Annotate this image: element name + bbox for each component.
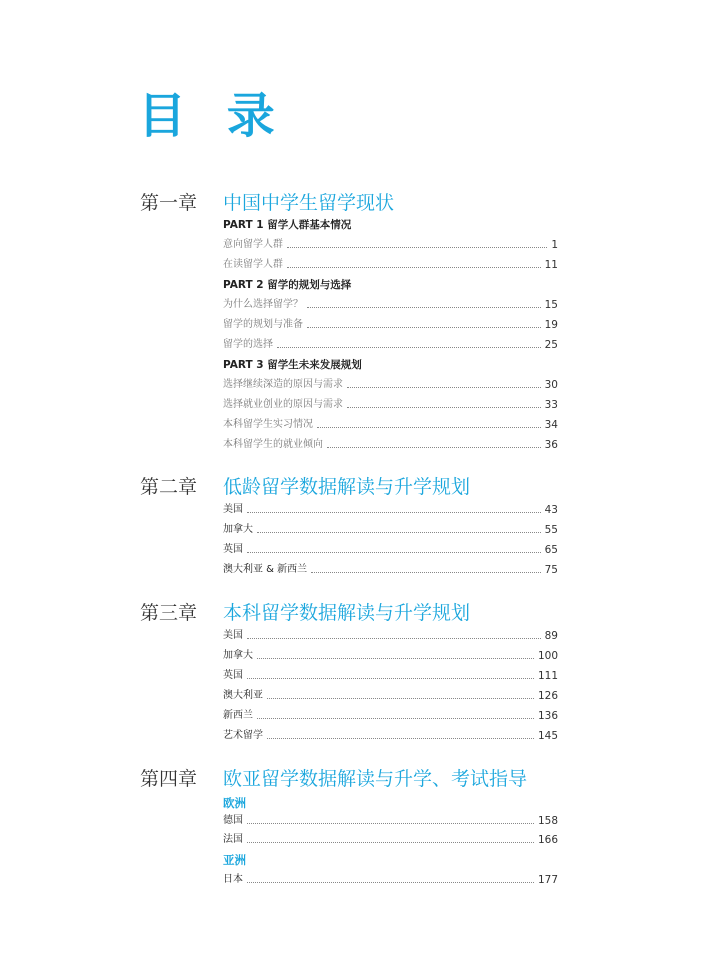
toc-entry[interactable] <box>223 503 558 517</box>
chapter-label: 第四章 <box>140 768 198 790</box>
leader-dots <box>307 307 541 308</box>
entry-label: 留学的规划与准备 <box>223 319 303 330</box>
entry-label: 选择继续深造的原因与需求 <box>223 379 343 390</box>
toc-entry[interactable] <box>223 318 558 332</box>
leader-dots <box>347 387 541 388</box>
entry-label: 选择就业创业的原因与需求 <box>223 399 343 410</box>
leader-dots <box>247 678 534 679</box>
toc-entry[interactable] <box>223 729 558 743</box>
leader-dots <box>247 823 534 824</box>
toc-entry[interactable] <box>223 563 558 577</box>
page-number: 89 <box>544 630 558 642</box>
page-number: 25 <box>544 339 558 351</box>
leader-dots <box>247 882 534 883</box>
leader-dots <box>247 552 541 553</box>
page-number: 75 <box>544 564 558 576</box>
entry-label: 英国 <box>223 544 243 555</box>
toc-entry[interactable] <box>223 814 558 828</box>
page-number: 1 <box>551 239 558 251</box>
toc-entry[interactable] <box>223 418 558 432</box>
entry-label: 加拿大 <box>223 650 253 661</box>
leader-dots <box>247 842 534 843</box>
toc-entry[interactable] <box>223 523 558 537</box>
entry-label: 加拿大 <box>223 524 253 535</box>
leader-dots <box>287 267 541 268</box>
toc-entry[interactable] <box>223 378 558 392</box>
toc-entry[interactable] <box>223 669 558 683</box>
toc-entry[interactable] <box>223 338 558 352</box>
leader-dots <box>267 738 534 739</box>
chapter-label: 第二章 <box>140 476 198 498</box>
entry-label: 新西兰 <box>223 710 253 721</box>
toc-entry[interactable] <box>223 649 558 663</box>
toc-entry[interactable] <box>223 398 558 412</box>
region-heading[interactable]: 亚洲 <box>223 853 246 867</box>
part-heading[interactable]: PART 3 留学生未来发展规划 <box>223 359 362 371</box>
entry-label: 本科留学生的就业倾向 <box>223 439 323 450</box>
page-number: 158 <box>537 815 558 827</box>
toc-entry[interactable] <box>223 238 558 252</box>
leader-dots <box>257 532 541 533</box>
toc-entry[interactable] <box>223 438 558 452</box>
entry-label: 留学的选择 <box>223 339 273 350</box>
page-number: 30 <box>544 379 558 391</box>
leader-dots <box>277 347 541 348</box>
entry-label: 为什么选择留学？ <box>223 299 303 310</box>
page-number: 15 <box>544 299 558 311</box>
entry-label: 法国 <box>223 834 243 845</box>
entry-label: 艺术留学 <box>223 730 263 741</box>
page-number: 136 <box>537 710 558 722</box>
region-heading[interactable]: 欧洲 <box>223 796 246 810</box>
page-number: 11 <box>544 259 558 271</box>
page-number: 166 <box>537 834 558 846</box>
toc-title: 目 录 <box>138 88 287 144</box>
page-number: 126 <box>537 690 558 702</box>
entry-label: 澳大利亚 <box>223 690 263 701</box>
entry-label: 英国 <box>223 670 243 681</box>
leader-dots <box>311 572 540 573</box>
chapter-title[interactable]: 中国中学生留学现状 <box>223 192 395 214</box>
page-number: 145 <box>537 730 558 742</box>
page-number: 34 <box>544 419 558 431</box>
entry-label: 在读留学人群 <box>223 259 283 270</box>
leader-dots <box>267 698 534 699</box>
leader-dots <box>287 247 547 248</box>
toc-entry[interactable] <box>223 873 558 887</box>
chapter-title[interactable]: 欧亚留学数据解读与升学、考试指导 <box>223 768 528 790</box>
entry-label: 德国 <box>223 815 243 826</box>
toc-entry[interactable] <box>223 298 558 312</box>
page-number: 65 <box>544 544 558 556</box>
leader-dots <box>257 658 534 659</box>
entry-label: 日本 <box>223 874 243 885</box>
page-number: 100 <box>537 650 558 662</box>
toc-entry[interactable] <box>223 629 558 643</box>
leader-dots <box>247 512 541 513</box>
toc-entry[interactable] <box>223 833 558 847</box>
page-number: 33 <box>544 399 558 411</box>
toc-entry[interactable] <box>223 709 558 723</box>
page-number: 43 <box>544 504 558 516</box>
leader-dots <box>327 447 541 448</box>
toc-entry[interactable] <box>223 258 558 272</box>
chapter-label: 第三章 <box>140 602 198 624</box>
page-number: 55 <box>544 524 558 536</box>
leader-dots <box>247 638 541 639</box>
leader-dots <box>347 407 541 408</box>
entry-label: 本科留学生实习情况 <box>223 419 313 430</box>
page-number: 111 <box>537 670 558 682</box>
part-heading[interactable]: PART 2 留学的规划与选择 <box>223 279 352 291</box>
entry-label: 意向留学人群 <box>223 239 283 250</box>
page-number: 19 <box>544 319 558 331</box>
page-number: 177 <box>537 874 558 886</box>
entry-label: 美国 <box>223 630 243 641</box>
leader-dots <box>257 718 534 719</box>
page-number: 36 <box>544 439 558 451</box>
leader-dots <box>317 427 541 428</box>
chapter-title[interactable]: 本科留学数据解读与升学规划 <box>223 602 471 624</box>
leader-dots <box>307 327 541 328</box>
entry-label: 澳大利亚 & 新西兰 <box>223 564 308 575</box>
chapter-title[interactable]: 低龄留学数据解读与升学规划 <box>223 476 471 498</box>
toc-entry[interactable] <box>223 689 558 703</box>
part-heading[interactable]: PART 1 留学人群基本情况 <box>223 219 352 231</box>
chapter-label: 第一章 <box>140 192 198 214</box>
entry-label: 美国 <box>223 504 243 515</box>
toc-entry[interactable] <box>223 543 558 557</box>
